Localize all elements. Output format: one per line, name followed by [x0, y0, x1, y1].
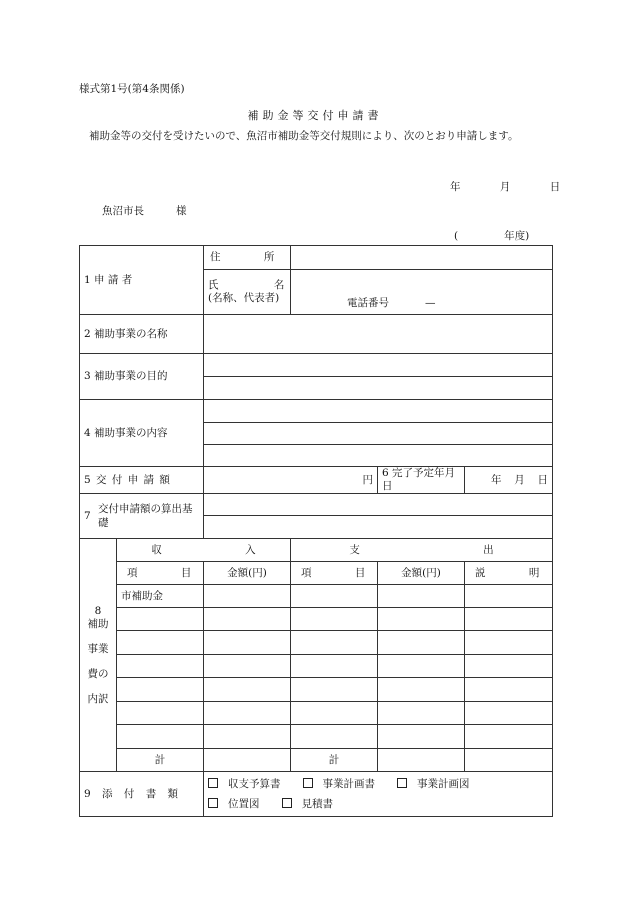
- description-7[interactable]: [465, 725, 553, 749]
- purpose-field-line-1[interactable]: [204, 354, 553, 377]
- checkbox-icon[interactable]: [397, 778, 407, 788]
- budget-label-1: 補助: [87, 617, 109, 630]
- income-amount-6[interactable]: [204, 702, 291, 725]
- income-amount-7[interactable]: [204, 725, 291, 749]
- expense-amount-7[interactable]: [378, 725, 465, 749]
- date-month: 月: [499, 181, 511, 193]
- basis-field-line-1[interactable]: [204, 494, 553, 516]
- income-item-1[interactable]: 市補助金: [117, 585, 204, 608]
- attachments-label: 9 添 付 書 類: [80, 772, 204, 817]
- name-label: 氏 名: [208, 279, 285, 291]
- address-field[interactable]: [291, 246, 553, 270]
- name-field[interactable]: [291, 270, 553, 315]
- income-amount-3[interactable]: [204, 631, 291, 655]
- yen-unit: 円: [362, 473, 374, 486]
- description-4[interactable]: [465, 655, 553, 678]
- income-item-5[interactable]: [117, 678, 204, 702]
- income-header: 収 入: [117, 539, 291, 562]
- expense-item-5[interactable]: [291, 678, 378, 702]
- comp-day: 日: [537, 473, 549, 486]
- basis-field-line-2[interactable]: [204, 516, 553, 539]
- checkbox-icon[interactable]: [208, 778, 218, 788]
- attachment-option-5[interactable]: 見積書: [282, 794, 334, 814]
- income-amount-4[interactable]: [204, 655, 291, 678]
- checkbox-icon[interactable]: [303, 778, 313, 788]
- basis-num: 7: [84, 509, 91, 522]
- income-total-label: 計: [117, 749, 204, 772]
- description-5[interactable]: [465, 678, 553, 702]
- expense-header: 支 出: [291, 539, 553, 562]
- description-1[interactable]: [465, 585, 553, 608]
- expense-item-6[interactable]: [291, 702, 378, 725]
- intro-text: 補助金等の交付を受けたいので、魚沼市補助金等交付規則により、次のとおり申請します。: [89, 130, 519, 142]
- fiscal-year: [454, 228, 529, 243]
- application-form-table: [79, 245, 553, 817]
- col-income-item: 項 目: [117, 562, 204, 585]
- expense-item-2[interactable]: [291, 608, 378, 631]
- content-field-line-1[interactable]: [204, 400, 553, 423]
- income-amount-1[interactable]: [204, 585, 291, 608]
- budget-label-4: 内訳: [87, 692, 109, 705]
- budget-label-2: 事業: [87, 642, 109, 655]
- description-6[interactable]: [465, 702, 553, 725]
- income-item-4[interactable]: [117, 655, 204, 678]
- income-item-3[interactable]: [117, 631, 204, 655]
- description-total[interactable]: [465, 749, 553, 772]
- expense-amount-5[interactable]: [378, 678, 465, 702]
- amount-field[interactable]: [204, 467, 378, 494]
- income-item-6[interactable]: [117, 702, 204, 725]
- expense-item-4[interactable]: [291, 655, 378, 678]
- attachment-option-4[interactable]: 位置図: [208, 794, 260, 814]
- phone-label: 電話番号: [347, 297, 390, 309]
- address-label: 住 所: [210, 251, 275, 263]
- income-amount-5[interactable]: [204, 678, 291, 702]
- col-expense-amount: 金額(円): [378, 562, 465, 585]
- purpose-field-line-2[interactable]: [204, 377, 553, 400]
- date-line: [440, 179, 560, 194]
- document-title: 補助金等交付申請書: [247, 109, 383, 122]
- comp-month: 月: [514, 473, 525, 486]
- name-label-cell: [204, 270, 291, 315]
- fiscal-close: 年度): [504, 230, 530, 242]
- content-field-line-2[interactable]: [204, 423, 553, 445]
- purpose-label: 3 補助事業の目的: [80, 354, 204, 400]
- expense-item-1[interactable]: [291, 585, 378, 608]
- completion-label: 6 完了予定年月日: [378, 467, 465, 494]
- col-expense-item: 項 目: [291, 562, 378, 585]
- col-description: 説 明: [465, 562, 553, 585]
- addressee-suffix: 様: [176, 205, 187, 217]
- attachments-cell: [204, 772, 553, 817]
- amount-label: 5 交 付 申 請 額: [80, 467, 204, 494]
- expense-amount-4[interactable]: [378, 655, 465, 678]
- income-total-amount[interactable]: [204, 749, 291, 772]
- comp-year: 年: [491, 473, 502, 486]
- basis-label-cell: [80, 494, 204, 539]
- applicant-label-cell: [80, 246, 204, 315]
- fiscal-open: (: [454, 230, 459, 242]
- content-label: 4 補助事業の内容: [80, 400, 204, 467]
- completion-date-field[interactable]: [465, 467, 553, 494]
- expense-amount-6[interactable]: [378, 702, 465, 725]
- date-year: 年: [450, 181, 461, 193]
- addressee-name: 魚沼市長: [102, 205, 144, 217]
- description-3[interactable]: [465, 631, 553, 655]
- content-field-line-3[interactable]: [204, 445, 553, 467]
- form-id: 様式第1号(第4条関係): [79, 83, 185, 95]
- budget-label-3: 費の: [87, 667, 109, 680]
- checkbox-icon[interactable]: [208, 798, 218, 808]
- phone-dash: —: [425, 297, 436, 309]
- applicant-label: 1 申 請 者: [84, 273, 133, 286]
- income-amount-2[interactable]: [204, 608, 291, 631]
- expense-amount-1[interactable]: [378, 585, 465, 608]
- attachment-option-3[interactable]: 事業計画図: [397, 774, 470, 794]
- addressee: [102, 203, 187, 218]
- income-item-7[interactable]: [117, 725, 204, 749]
- expense-amount-3[interactable]: [378, 631, 465, 655]
- expense-item-7[interactable]: [291, 725, 378, 749]
- description-2[interactable]: [465, 608, 553, 631]
- budget-num: 8: [94, 604, 102, 617]
- expense-amount-2[interactable]: [378, 608, 465, 631]
- project-name-field[interactable]: [204, 315, 553, 354]
- expense-total-amount[interactable]: [378, 749, 465, 772]
- expense-total-label: 計: [291, 749, 378, 772]
- budget-label: [80, 539, 117, 772]
- project-name-label: 2 補助事業の名称: [80, 315, 204, 354]
- address-label-cell: [204, 246, 291, 270]
- attachment-option-2[interactable]: 事業計画書: [303, 774, 376, 794]
- date-day: 日: [549, 181, 561, 193]
- checkbox-icon[interactable]: [282, 798, 292, 808]
- col-income-amount: 金額(円): [204, 562, 291, 585]
- income-item-2[interactable]: [117, 608, 204, 631]
- name-sub-label: (名称、代表者): [208, 292, 280, 304]
- attachment-option-1[interactable]: 収支予算書: [208, 774, 281, 794]
- expense-item-3[interactable]: [291, 631, 378, 655]
- basis-label: 交付申請額の算出基礎: [98, 503, 193, 529]
